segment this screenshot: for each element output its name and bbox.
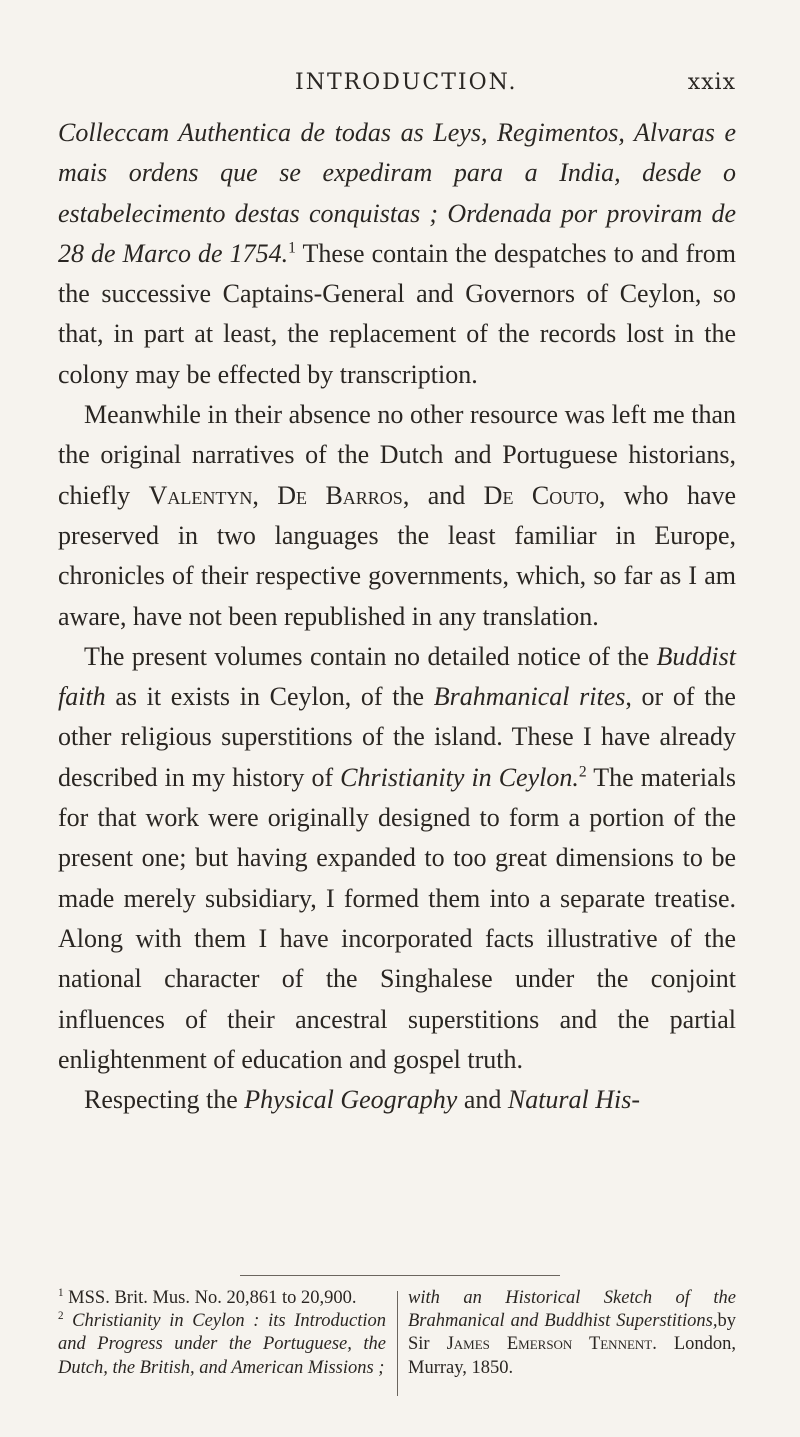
text-run: , and: [402, 480, 484, 510]
italic-term: Buddist faith: [58, 641, 736, 712]
text-run: , who have preserved in two languages the least familiar in Europe, chronicles of their respective governments, which, so far as I am aware, have not been republished in any translation.: [58, 480, 737, 631]
italic-term: Brahmanical rites: [433, 682, 626, 712]
text-run: , or of the other religious superstitions of the island. These I have already described in my history of: [58, 682, 736, 792]
italic-term: Christianity in Ceylon.: [340, 762, 579, 792]
paragraph-3: [58, 637, 736, 1080]
footnote-ref-2: 2: [578, 763, 587, 781]
text-run: ,: [252, 480, 278, 510]
book-title-citation: Colleccam Authentica de todas as Leys, Regimentos, Alvaras e mais ordens que se expediram para a India, desde o estabelecimento destas conquistas ; Ordenada por proviram de 28 de Marco de 1754.: [58, 118, 736, 268]
footnote-text: MSS. Brit. Mus. No. 20,861 to 20,900.: [63, 1288, 357, 1308]
footnote-text: by Sir: [408, 1311, 736, 1355]
running-title: INTRODUCTION.: [295, 70, 518, 95]
text-run: The present volumes contain no detailed notice of the: [84, 641, 657, 671]
footnote-marker: 1: [58, 1286, 64, 1299]
text-run: as it exists in Ceylon, of the: [105, 682, 434, 712]
text-run: The materials for that work were originally designed to form a portion of the present one; but having expanded to too great dimensions to be made merely subsidiary, I formed them into a separate treatise. Along with them I have incorporated facts illustrative of the national character of the Singhalese under the conjoint influences of their ancestral superstitions and the partial enlightenment of education and gospel truth.: [58, 762, 737, 1074]
paragraph-2: [58, 395, 736, 637]
text-run: Respecting the: [84, 1085, 245, 1115]
italic-term: Physical Geography: [244, 1085, 458, 1115]
main-text: [58, 113, 736, 1120]
author-name: De Couto: [483, 480, 599, 510]
column-divider: [397, 1291, 398, 1396]
footnote-rule: [240, 1275, 560, 1276]
author-name: Valentyn: [148, 480, 253, 510]
text-run: These contain the despatches to and from the successive Captains-General and Governors of Ceylon, so that, in part at least, the replacement of the records lost in the colony may be effected by transcription.: [58, 238, 736, 389]
footnote-citation: with an Historical Sketch of the Brahmanical and Buddhist Superstitions,: [408, 1288, 736, 1332]
text-run: Meanwhile in their absence no other resource was left me than the original narratives of the Dutch and Portuguese historians, chiefly: [58, 400, 736, 510]
paragraph-4: [58, 1080, 736, 1120]
italic-term: Natural His-: [507, 1085, 641, 1115]
footnote-marker: 2: [58, 1310, 64, 1323]
author-name: James Emerson Tennent: [446, 1334, 653, 1355]
page-number: xxix: [687, 70, 736, 95]
footnote-column-left: [58, 1287, 386, 1380]
footnote-text: . London, Murray, 1850.: [408, 1334, 736, 1378]
running-head: [0, 70, 800, 104]
footnote-2-continued: [408, 1287, 736, 1380]
footnote-2: [58, 1310, 386, 1380]
text-run: and: [457, 1085, 508, 1115]
footnote-ref-1: 1: [288, 239, 296, 257]
footnote-citation: Christianity in Ceylon : its Introduction and Progress under the Portuguese, the Dutch, the British, and American Missions ;: [58, 1311, 386, 1378]
footnote-1: [58, 1287, 386, 1310]
paragraph-1: [58, 113, 736, 395]
author-name: De Barros: [277, 480, 403, 510]
footnote-column-right: [408, 1287, 736, 1380]
